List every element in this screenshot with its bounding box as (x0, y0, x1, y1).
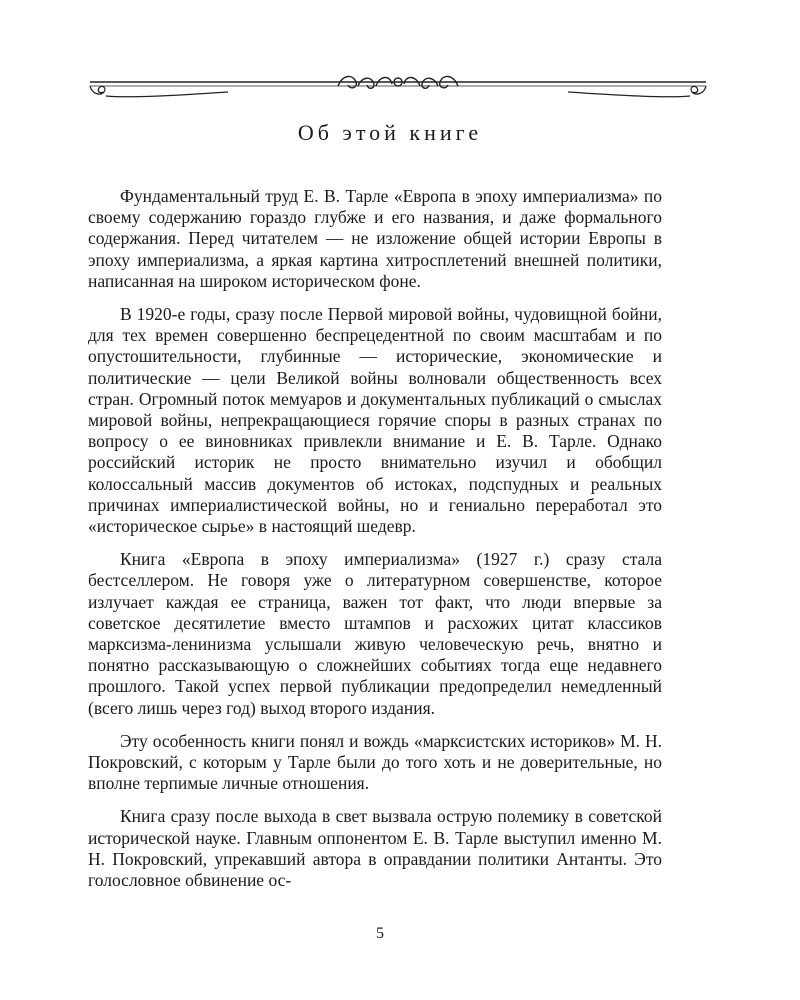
paragraph: Книга «Европа в эпоху империализма» (1927 г.) сразу стала бестселлером. Не говоря уже о литературном совершенстве, которое излучает каждая ее страница, важен тот факт, что люди впервые за советское десятилетие вместо штампов и расхожих цитат классиков марксизма-ленинизма услышали живую человеческую речь, внятно и понятно рассказывающую о сложнейших событиях тогда еще недавнего прошлого. Такой успех первой публикации предопределил немедленный (всего лишь через год) выход второго издания. (88, 549, 662, 718)
paragraph: В 1920-е годы, сразу после Первой мировой войны, чудовищной бойни, для тех времен совершенно беспрецедентной по своим масштабам и по опустошительности, глубинные — исторические, экономические и политические — цели Великой войны волновали общественность всех стран. Огромный поток мемуаров и документальных публикаций о смыслах мировой войны, непрекращающиеся горячие споры в разных странах по вопросу о ее виновниках привлекли внимание и Е. В. Тарле. Однако российский историк не просто внимательно изучил и обобщил колоссальный массив документов об истоках, подспудных и реальных причинах империалистической войны, но и гениально переработал это «историческое сырье» в настоящий шедевр. (88, 304, 662, 537)
page-title: Об этой книге (297, 120, 483, 145)
paragraph: Эту особенность книги понял и вождь «марксистских историков» М. Н. Покровский, с которым у Тарле были до того хоть и не доверительные, но вполне терпимые личные отношения. (88, 730, 662, 794)
decorative-header-ornament (88, 72, 708, 104)
paragraph: Фундаментальный труд Е. В. Тарле «Европа в эпоху империализма» по своему содержанию гораздо глубже и его названия, и даже формального содержания. Перед читателем — не изложение общей истории Европы в эпоху империализма, а яркая картина хитросплетений внешней политики, написанная на широком историческом фоне. (88, 186, 662, 291)
paragraph: Книга сразу после выхода в свет вызвала острую полемику в советской исторической науке. Главным оппонентом Е. В. Тарле выступил именно М. Н. Покровский, упрекавший автора в оправдании политики Антанты. Это голословное обвинение ос- (88, 806, 662, 891)
page-number: 5 (376, 925, 384, 942)
body-text (88, 186, 662, 903)
